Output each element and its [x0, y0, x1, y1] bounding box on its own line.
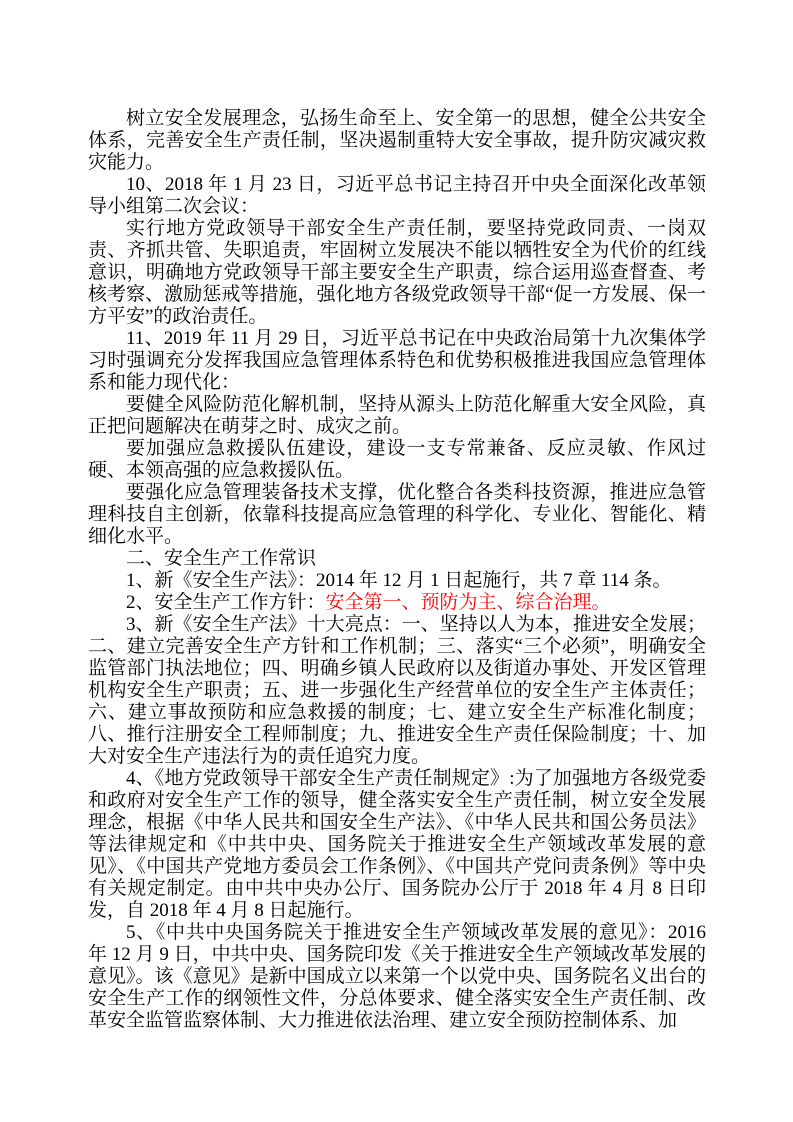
item-1-safety-law: 1、新《安全生产法》：2014 年 12 月 1 日起施行，共 7 章 114 条。	[126, 570, 672, 591]
item-11-point-risk-prevention: 要健全风险防范化解机制，坚持从源头上防范化解重大安全风险，真正把问题解决在萌芽之时、成灾之前。	[88, 394, 706, 437]
item-2-work-policy	[88, 592, 706, 614]
item-11-point-technology-support: 要强化应急管理装备技术支撑，优化整合各类科技资源，推进应急管理科技自主创新，依靠科技提高应急管理的科学化、专业化、智能化、精细化水平。	[88, 482, 706, 547]
item-2-work-policy-highlight: 安全第一、预防为主、综合治理。	[325, 592, 611, 613]
item-11-point-rescue-teams: 要加强应急救援队伍建设，建设一支专常兼备、反应灵敏、作风过硬、本领高强的应急救援队伍。	[88, 438, 706, 481]
paragraph-safety-development-concept: 树立安全发展理念，弘扬生命至上、安全第一的思想，健全公共安全体系，完善安全生产责任制，坚决遏制重特大安全事故，提升防灾减灾救灾能力。	[88, 108, 706, 173]
item-11-heading: 11、2019 年 11 月 29 日，习近平总书记在中央政治局第十九次集体学习时强调充分发挥我国应急管理体系特色和优势积极推进我国应急管理体系和能力现代化：	[88, 328, 706, 393]
document-text-body	[88, 108, 706, 1032]
item-5-reform-opinion: 5、《中共中央国务院关于推进安全生产领域改革发展的意见》：2016 年 12 月 9 日，中共中央、国务院印发《关于推进安全生产领域改革发展的意见》。该《意见》是新中国成立以来第一个以党中央、国务院名义出台的安全生产工作的纲领性文件，分总体要求、健全落实安全生产责任制、改革安全监管监察体制、大力推进依法治理、建立安全预防控制体系、加	[88, 922, 706, 1031]
section-2-heading: 二、安全生产工作常识	[126, 548, 317, 569]
item-10-heading: 10、2018 年 1 月 23 日，习近平总书记主持召开中央全面深化改革领导小组第二次会议：	[88, 174, 706, 217]
item-3-ten-highlights: 3、新《安全生产法》十大亮点：一、坚持以人为本，推进安全发展；二、建立完善安全生产方针和工作机制；三、落实“三个必须”，明确安全监管部门执法地位；四、明确乡镇人民政府以及街道办事处、开发区管理机构安全生产职责；五、进一步强化生产经营单位的安全生产主体责任；六、建立事故预防和应急救援的制度；七、建立安全生产标准化制度；八、推行注册安全工程师制度；九、推进安全生产责任保险制度；十、加大对安全生产违法行为的责任追究力度。	[88, 614, 706, 767]
item-10-content: 实行地方党政领导干部安全生产责任制，要坚持党政同责、一岗双责、齐抓共管、失职追责，牢固树立发展决不能以牺牲安全为代价的红线意识，明确地方党政领导干部主要安全生产职责，综合运用巡查督查、考核考察、激励惩戒等措施，强化地方各级党政领导干部“促一方发展、保一方平安”的政治责任。	[88, 218, 706, 327]
item-2-work-policy-label: 2、安全生产工作方针：	[126, 592, 326, 613]
item-4-responsibility-regulation: 4、《地方党政领导干部安全生产责任制规定》:为了加强地方各级党委和政府对安全生产工作的领导，健全落实安全生产责任制，树立安全发展理念，根据《中华人民共和国安全生产法》、《中华人民共和国公务员法》等法律规定和《中共中央、国务院关于推进安全生产领域改革发展的意见》、《中国共产党地方委员会工作条例》、《中国共产党问责条例》等中央有关规定制定。由中共中央办公厅、国务院办公厅于 2018 年 4 月 8 日印发，自 2018 年 4 月 8 日起施行。	[88, 768, 706, 921]
